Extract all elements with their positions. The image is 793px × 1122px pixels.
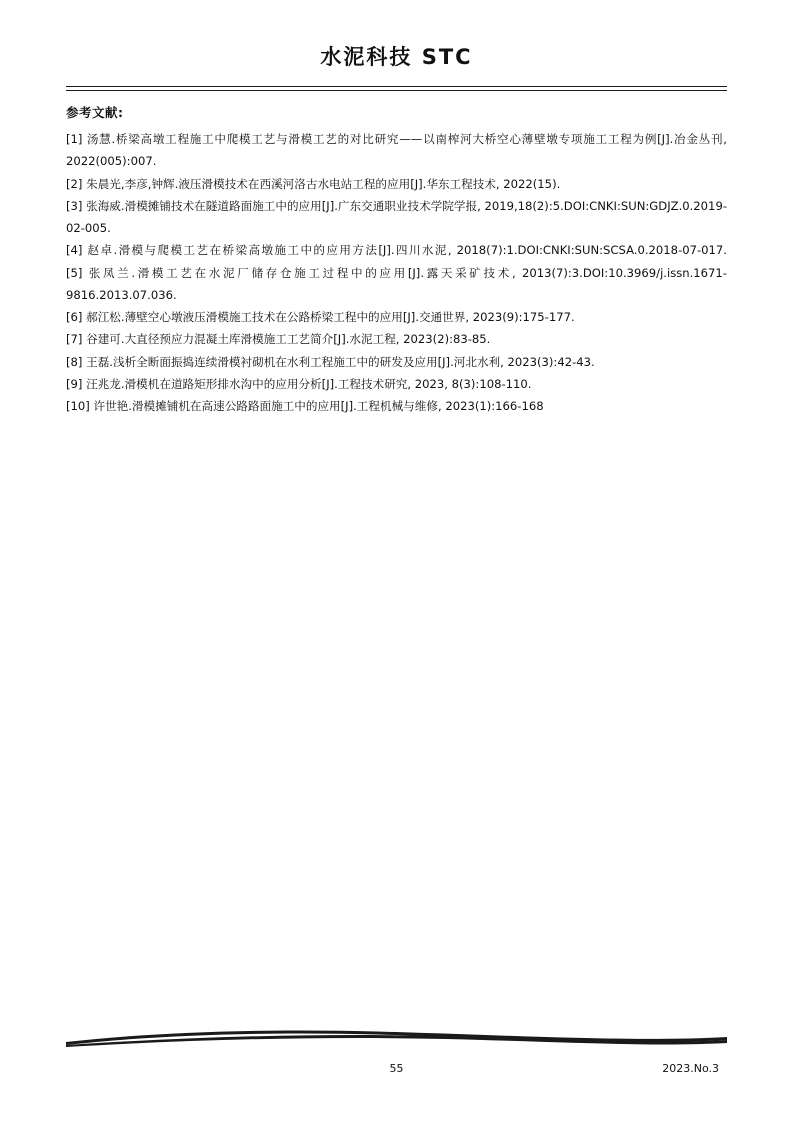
page-number: 55 [389, 1062, 404, 1075]
references-section [66, 103, 727, 417]
references-heading: 参考文献: [66, 105, 124, 120]
list-item: [2] 朱晨光,李彦,钟辉.液压滑模技术在西溪河洛古水电站工程的应用[J].华东工程技术, 2022(15). [66, 176, 561, 191]
list-item: [3] 张海威.滑模摊铺技术在隧道路面施工中的应用[J].广东交通职业技术学院学报, 2019,18(2):5.DOI:CNKI:SUN:GDJZ.0.2019-02-005. [66, 198, 727, 235]
header-divider-top [66, 86, 727, 87]
journal-title: 水泥科技 STC [320, 45, 473, 69]
reference-list [66, 128, 727, 417]
header-divider-bottom [66, 90, 727, 91]
list-item: [4] 赵卓.滑模与爬模工艺在桥梁高墩施工中的应用方法[J].四川水泥, 2018(7):1.DOI:CNKI:SUN:SCSA.0.2018-07-017. [66, 243, 727, 258]
footer-decorative-wave [66, 1026, 727, 1048]
list-item: [5] 张凤兰.滑模工艺在水泥厂储存仓施工过程中的应用[J].露天采矿技术, 2013(7):3.DOI:10.3969/j.issn.1671-9816.2013.07.036. [66, 265, 727, 302]
list-item: [8] 王磊.浅析全断面振捣连续滑模衬砌机在水利工程施工中的研发及应用[J].河北水利, 2023(3):42-43. [66, 354, 595, 369]
list-item: [9] 汪兆龙.滑模机在道路矩形排水沟中的应用分析[J].工程技术研究, 2023, 8(3):108-110. [66, 376, 532, 391]
list-item: [7] 谷建可.大直径预应力混凝土库滑模施工工艺简介[J].水泥工程, 2023(2):83-85. [66, 332, 491, 347]
issue-label: 2023.No.3 [662, 1062, 719, 1075]
page-header [66, 40, 727, 82]
list-item: [1] 汤慧.桥梁高墩工程施工中爬模工艺与滑模工艺的对比研究——以南榨河大桥空心薄壁墩专项施工工程为例[J].冶金丛刊, 2022(005):007. [66, 132, 727, 169]
list-item: [10] 许世艳.滑模摊铺机在高速公路路面施工中的应用[J].工程机械与维修, 2023(1):166-168 [66, 399, 544, 413]
page-footer [66, 1062, 727, 1080]
list-item: [6] 郝江松.薄壁空心墩液压滑模施工技术在公路桥梁工程中的应用[J].交通世界, 2023(9):175-177. [66, 310, 575, 324]
